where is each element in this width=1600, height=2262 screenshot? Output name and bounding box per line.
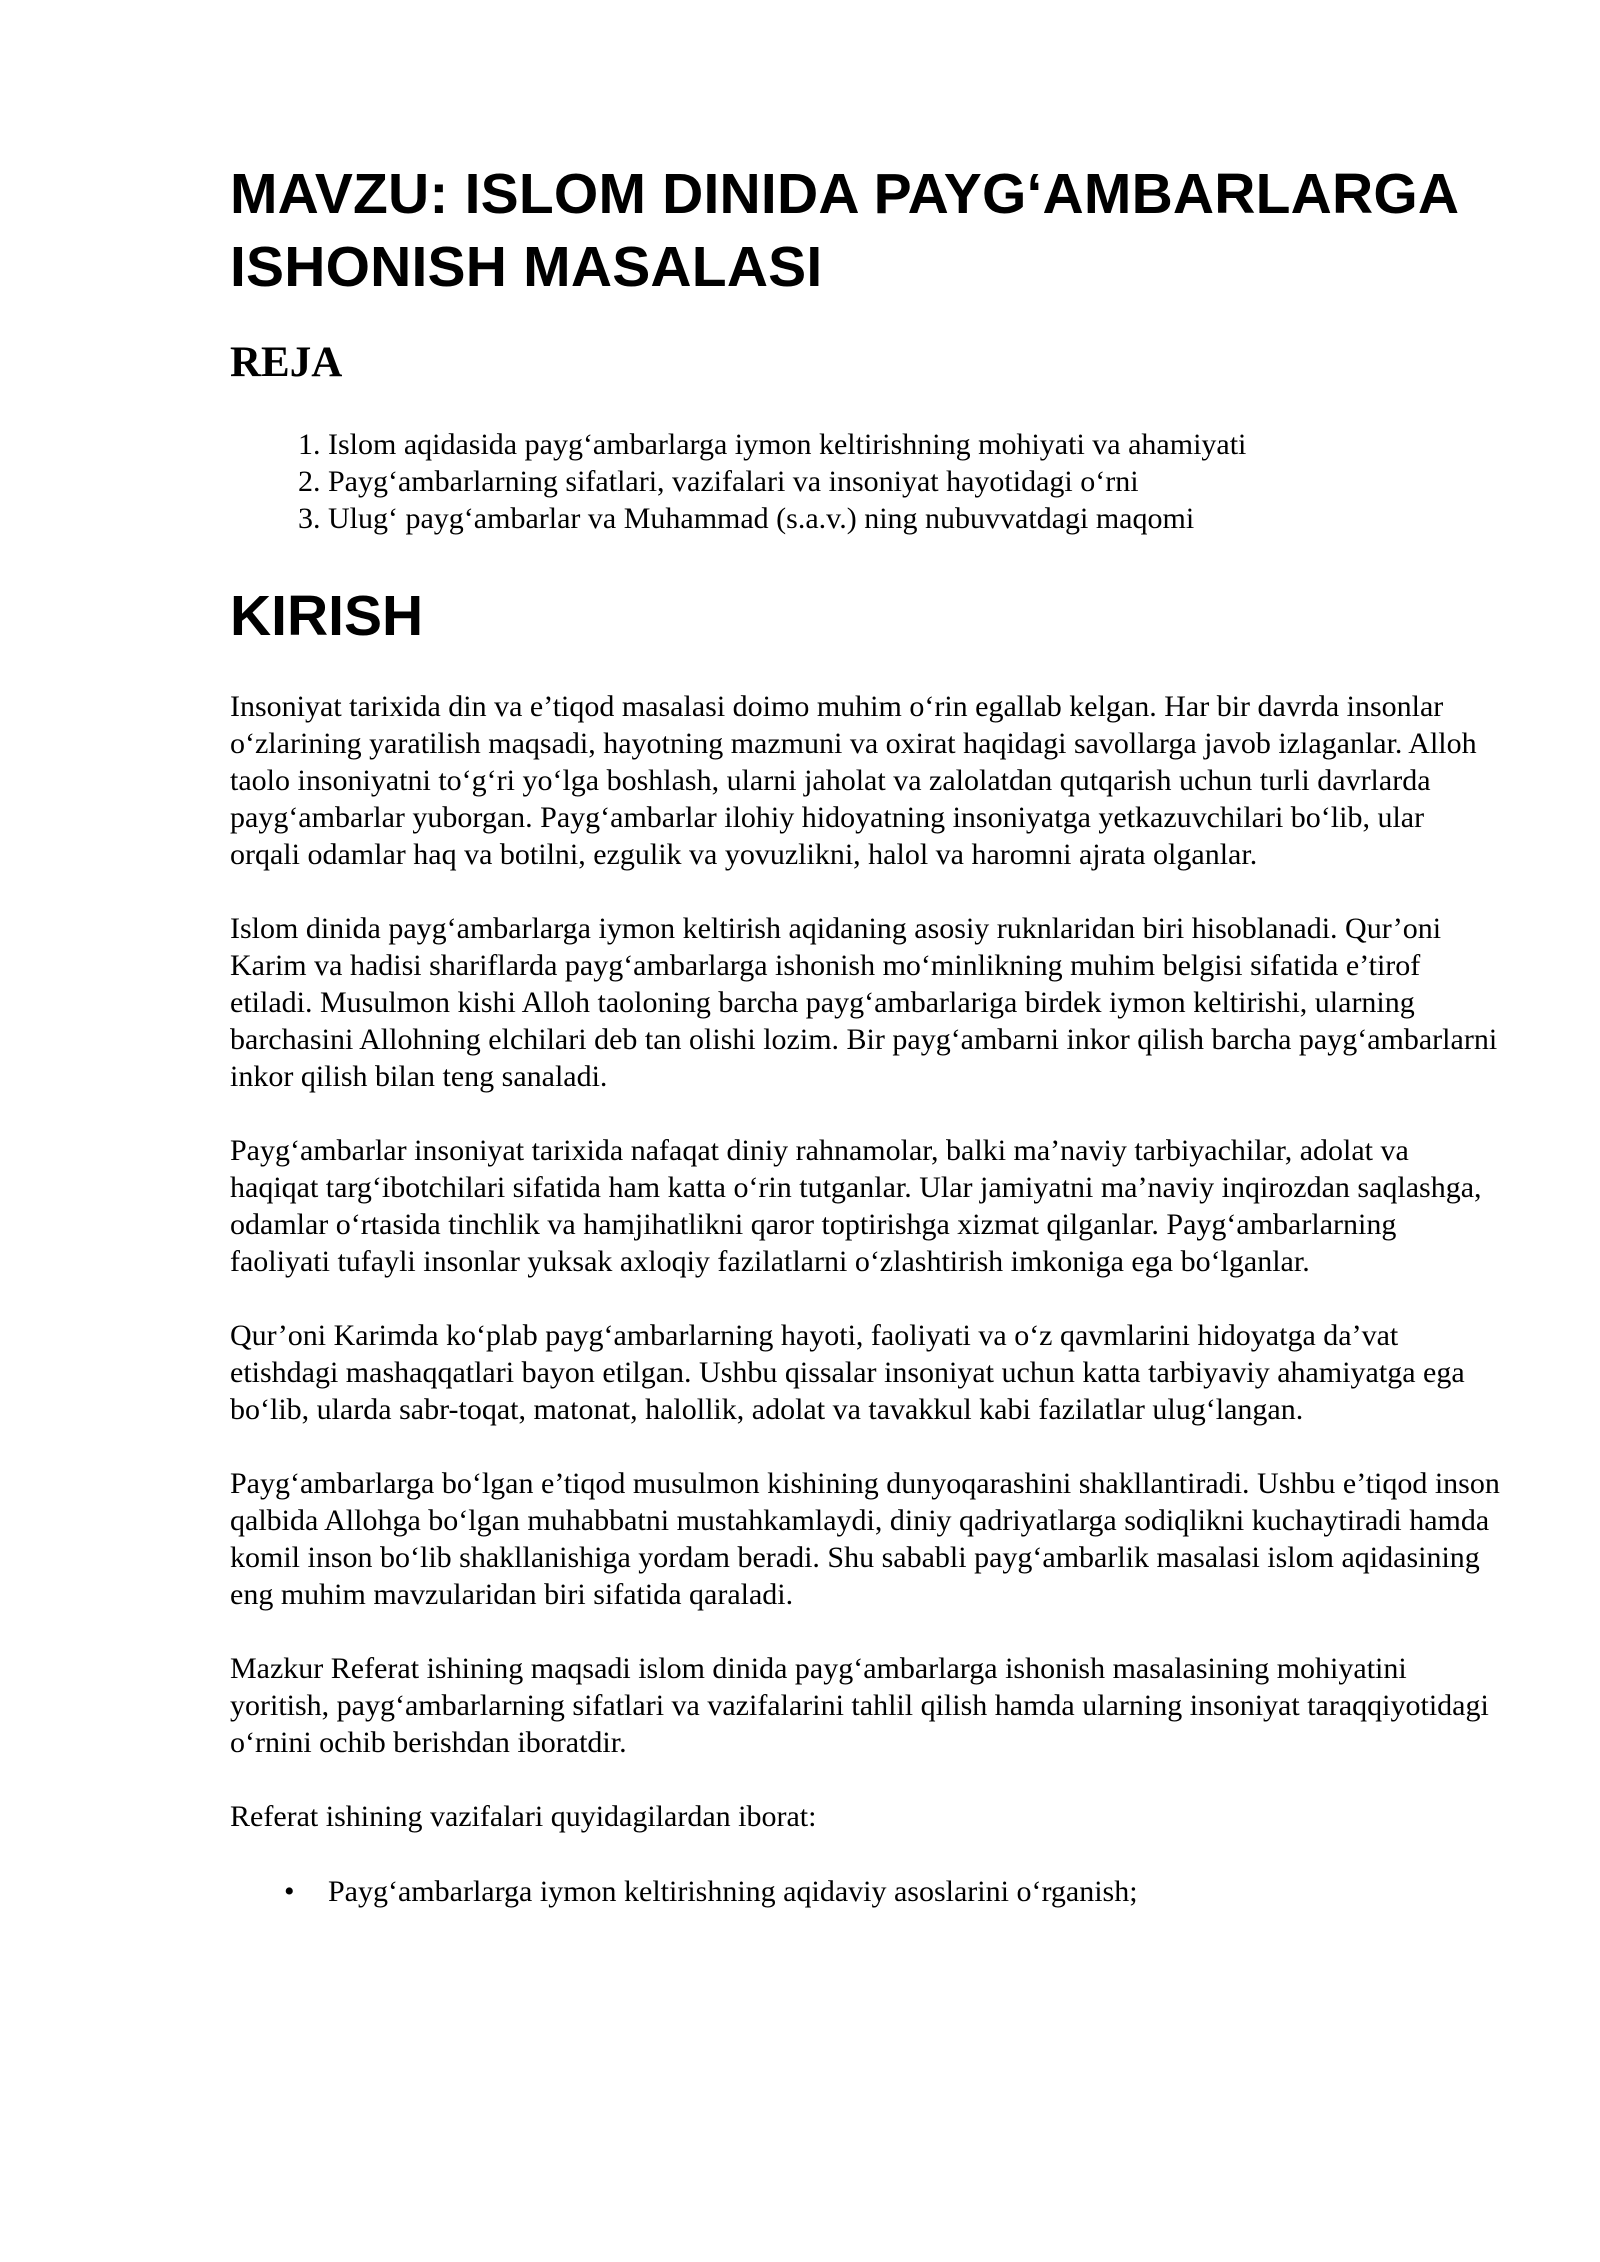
plan-item: 2. Payg‘ambarlarning sifatlari, vazifalari va insoniyat hayotidagi o‘rni	[328, 463, 1500, 500]
plan-list	[230, 426, 1500, 537]
plan-heading: REJA	[230, 339, 343, 386]
document-page	[230, 158, 1500, 1910]
task-item	[284, 1873, 1500, 1910]
paragraph: Insoniyat tarixida din va e’tiqod masalasi doimo muhim o‘rin egallab kelgan. Har bir davrda insonlar o‘zlarining yaratilish maqsadi, hayotning mazmuni va oxirat haqidagi savollarga javob izlaganlar. Alloh taolo insoniyatni to‘g‘ri yo‘lga boshlash, ularni jaholat va zalolatdan qutqarish uchun turli davrlarda payg‘ambarlar yuborgan. Payg‘ambarlar ilohiy hidoyatning insoniyatga yetkazuvchilari bo‘lib, ular orqali odamlar haq va botilni, ezgulik va yovuzlikni, halol va haromni ajrata olganlar.	[230, 690, 1477, 871]
paragraph: Payg‘ambarlarga bo‘lgan e’tiqod musulmon kishining dunyoqarashini shakllantiradi. Ushbu e’tiqod inson qalbida Allohga bo‘lgan muhabbatni mustahkamlaydi, diniy qadriyatlarga sodiqlikni kuchaytiradi hamda komil inson bo‘lib shakllanishiga yordam beradi. Shu sababli payg‘ambarlik masalasi islom aqidasining eng muhim mavzularidan biri sifatida qaraladi.	[230, 1467, 1500, 1611]
task-item-text: Payg‘ambarlarga iymon keltirishning aqidaviy asoslarini o‘rganish;	[328, 1875, 1138, 1908]
bullet-icon: •	[284, 1875, 295, 1908]
plan-item: 3. Ulug‘ payg‘ambarlar va Muhammad (s.a.v.) ning nubuvvatdagi maqomi	[328, 500, 1500, 537]
paragraph: Payg‘ambarlar insoniyat tarixida nafaqat diniy rahnamolar, balki ma’naviy tarbiyachilar, adolat va haqiqat targ‘ibotchilari sifatida ham katta o‘rin tutganlar. Ular jamiyatni ma’naviy inqirozdan saqlashga, odamlar o‘rtasida tinchlik va hamjihatlikni qaror toptirishga xizmat qilganlar. Payg‘ambarlarning faoliyati tufayli insonlar yuksak axloqiy fazilatlarni o‘zlashtirish imkoniga ega bo‘lganlar.	[230, 1134, 1482, 1278]
paragraph: Islom dinida payg‘ambarlarga iymon keltirish aqidaning asosiy ruknlaridan biri hisoblanadi. Qur’oni Karim va hadisi shariflarda payg‘ambarlarga ishonish mo‘minlikning muhim belgisi sifatida e’tirof etiladi. Musulmon kishi Alloh taoloning barcha payg‘ambarlariga birdek iymon keltirishi, ularning barchasini Allohning elchilari deb tan olishi lozim. Bir payg‘ambarni inkor qilish barcha payg‘ambarlarni inkor qilish bilan teng sanaladi.	[230, 912, 1498, 1093]
plan-item: 1. Islom aqidasida payg‘ambarlarga iymon keltirishning mohiyati va ahamiyati	[328, 426, 1500, 463]
paragraph: Referat ishining vazifalari quyidagilardan iborat:	[230, 1800, 817, 1833]
intro-heading: KIRISH	[230, 584, 424, 648]
paragraph: Qur’oni Karimda ko‘plab payg‘ambarlarning hayoti, faoliyati va o‘z qavmlarini hidoyatga da’vat etishdagi mashaqqatlari bayon etilgan. Ushbu qissalar insoniyat uchun katta tarbiyaviy ahamiyatga ega bo‘lib, ularda sabr-toqat, matonat, halollik, adolat va tavakkul kabi fazilatlar ulug‘langan.	[230, 1319, 1465, 1426]
tasks-list	[230, 1873, 1500, 1910]
paragraph: Mazkur Referat ishining maqsadi islom dinida payg‘ambarlarga ishonish masalasining mohiyatini yoritish, payg‘ambarlarning sifatlari va vazifalarini tahlil qilish hamda ularning insoniyat taraqqiyotidagi o‘rnini ochib berishdan iboratdir.	[230, 1652, 1489, 1759]
document-title: MAVZU: ISLOM DINIDA PAYG‘AMBARLARGA ISHONISH MASALASI	[230, 162, 1458, 299]
